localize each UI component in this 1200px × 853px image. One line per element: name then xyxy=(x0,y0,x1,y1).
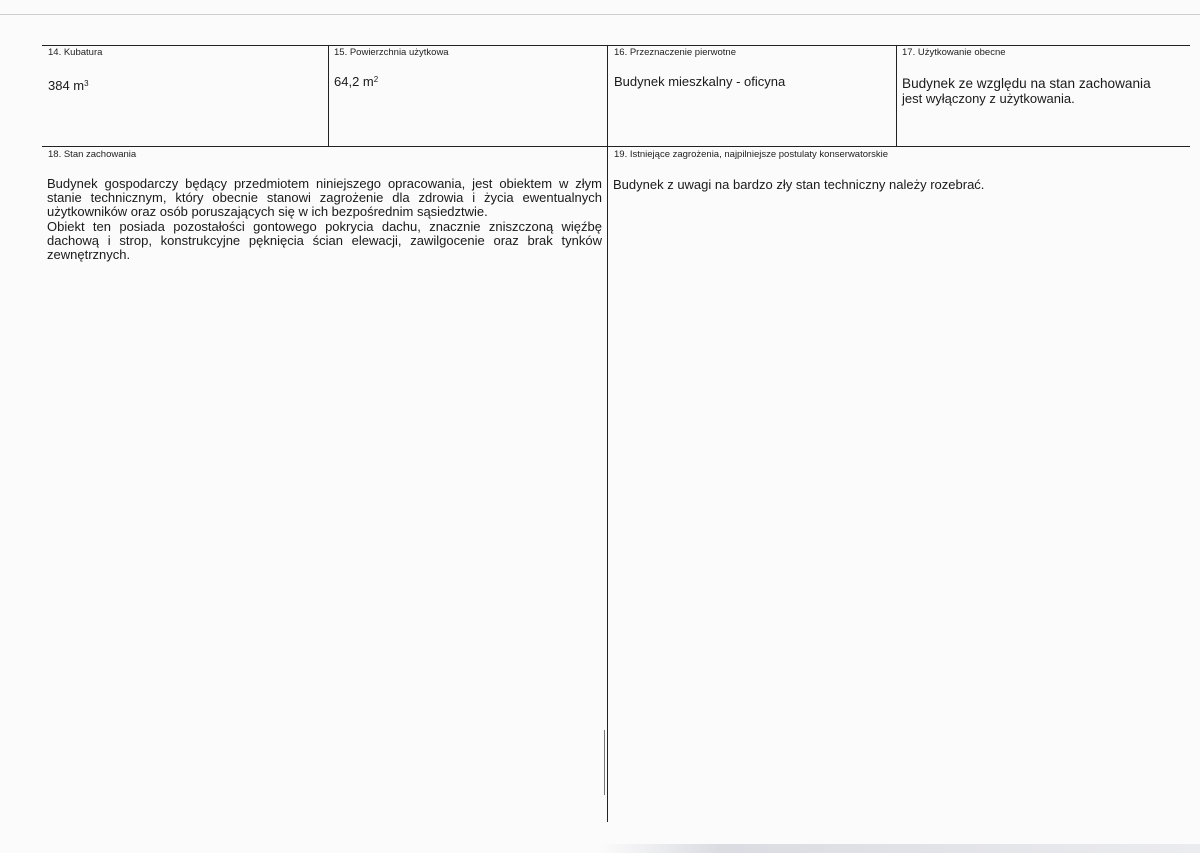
zagrozenia-label: 19. Istniejące zagrożenia, najpilniejsze postulaty konserwatorskie xyxy=(614,149,889,160)
powierzchnia-value xyxy=(334,74,378,89)
row1-top-border xyxy=(42,45,1190,46)
stan-label: 18. Stan zachowania xyxy=(48,149,137,160)
powierzchnia-number: 64,2 m xyxy=(334,74,374,89)
col-divider-2 xyxy=(607,45,608,822)
col-divider-2-mark xyxy=(604,730,605,795)
col-divider-3 xyxy=(896,45,897,146)
kubatura-unit-sup: 3 xyxy=(84,79,89,88)
kubatura-value xyxy=(48,78,89,93)
kubatura-number: 384 m xyxy=(48,78,85,93)
powierzchnia-unit-sup: 2 xyxy=(373,75,379,84)
przeznaczenie-label: 16. Przeznaczenie pierwotne xyxy=(614,47,736,58)
row2-top-border xyxy=(42,146,1190,147)
stan-value xyxy=(47,177,602,262)
stan-paragraph-2: Obiekt ten posiada pozostałości gontowego pokrycia dachu, znacznie zniszczoną więźbę dachową i strop, konstrukcyjne pęknięcia ścian elewacji, zawilgocenie oraz brak tynków zewnętrznych. xyxy=(47,218,602,263)
kubatura-label: 14. Kubatura xyxy=(48,47,103,58)
top-divider xyxy=(0,14,1200,15)
col-divider-1 xyxy=(328,45,329,146)
uzytkowanie-value xyxy=(902,76,1186,106)
uzytkowanie-label: 17. Użytkowanie obecne xyxy=(902,47,1006,58)
stan-paragraph-1: Budynek gospodarczy będący przedmiotem niniejszego opracowania, jest obiektem w złym stanie technicznym, który obecnie stanowi zagrożenie dla zdrowia i życia ewentualnych użytkowników oraz osób poruszających się w ich bezpośrednim sąsiedztwie. xyxy=(47,176,602,220)
uzytkowanie-line2: jest wyłączony z użytkowania. xyxy=(902,91,1075,106)
powierzchnia-label: 15. Powierzchnia użytkowa xyxy=(334,47,449,58)
uzytkowanie-line1: Budynek ze względu na stan zachowania xyxy=(902,76,1151,91)
zagrozenia-value: Budynek z uwagi na bardzo zły stan techniczny należy rozebrać. xyxy=(613,177,985,192)
scan-edge-shade xyxy=(600,844,1200,853)
przeznaczenie-value: Budynek mieszkalny - oficyna xyxy=(614,74,786,89)
